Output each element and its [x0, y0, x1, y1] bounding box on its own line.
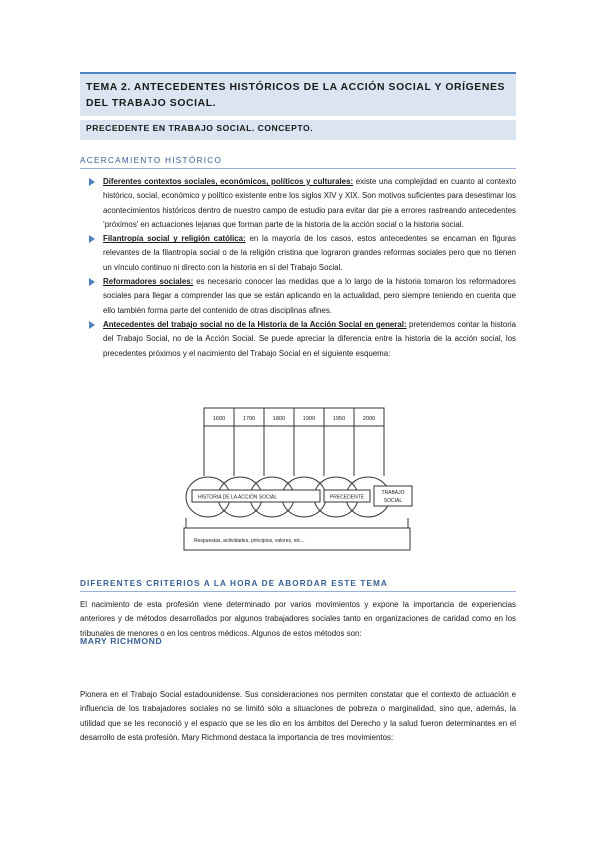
history-label: HISTORIA DE LA ACCIÓN SOCIAL — [198, 494, 278, 501]
paragraph-mary-richmond: Pionera en el Trabajo Social estadounidense. Sus consideraciones nos permiten constatar que el contexto de actuación e influencia de los trabajadores sociales no se limitó sólo a situaciones de pobreza o marginalidad, sino que, además, la utilidad que se les reconoció y el espacio que se les dio en los ámbitos del Derecho y la salud fueron determinantes en el desarrollo de esta profesión. Mary Richmond destaca la importancia de tres movimientos: — [80, 690, 516, 742]
bullet-lead: Diferentes contextos sociales, económicos, políticos y culturales: — [103, 177, 354, 186]
history-diagram — [178, 404, 416, 554]
bullet-text: es necesario conocer las medidas que a lo largo de la historia tomaron los reformadores sociales para llegar a comprender las que se están aplicando en la actualidad, pero siempre teniendo en cuenta que ello también forma parte del contenido de otras disciplinas afines. — [103, 277, 516, 315]
year-label: 1800 — [272, 416, 286, 422]
section-heading-criterios: DIFERENTES CRITERIOS A LA HORA DE ABORDAR ESTE TEMA — [80, 579, 516, 592]
year-label: 2000 — [362, 416, 376, 422]
year-label: 1900 — [302, 416, 316, 422]
ts-label-line2: SOCIAL — [383, 498, 403, 504]
list-item — [103, 232, 516, 275]
arrow-bullet-icon — [89, 178, 95, 186]
list-item — [103, 318, 516, 361]
bullet-lead: Antecedentes del trabajo social no de la Historia de la Acción Social en general: — [103, 319, 407, 329]
bullet-text: en la mayoría de los casos, estos antecedentes se encarnan en figuras relevantes de la filantropía social o de la religión cristina que lograron grandes reformas sociales pero que no tienen un vínculo continuo ni directo con la historia en sí del Trabajo Social. — [103, 234, 517, 272]
section-heading-acercamiento: ACERCAMIENTO HISTÓRICO — [80, 156, 516, 169]
year-label: 1700 — [242, 416, 256, 422]
section-heading-mary-richmond: MARY RICHMOND — [80, 636, 163, 646]
subtitle-banner — [80, 120, 516, 140]
title-banner — [80, 72, 516, 116]
arrow-bullet-icon — [89, 235, 95, 243]
arrow-bullet-icon — [89, 321, 95, 329]
bottom-label: Respuestas, actividades, principios, valores, etc... — [194, 538, 305, 544]
bullet-text: existe una complejidad en cuanto al contexto histórico, social, económico y político existente entre los siglos XIV y XIX. Son motivos suficientes para desestimar los acontecimientos históricos dentro de nuestro campo de estudio para evitar dar pie a errores rastreando antecedentes ‘próximos’ en actuaciones lejanas que forman parte de la historia de la acción social o la historia social. — [103, 177, 516, 229]
bullet-list — [103, 175, 516, 361]
page-subtitle: PRECEDENTE EN TRABAJO SOCIAL. CONCEPTO. — [86, 123, 314, 133]
bullet-lead: Reformadores sociales: — [103, 277, 194, 287]
bullet-lead: Filantropía social y religión católica: — [103, 234, 246, 244]
ts-label-line1: TRABAJO — [381, 490, 405, 496]
list-item — [103, 175, 516, 232]
list-item — [103, 275, 516, 318]
page-title: TEMA 2. ANTECEDENTES HISTÓRICOS DE LA ACCIÓN SOCIAL Y ORÍGENES DEL TRABAJO SOCIAL. — [86, 82, 506, 109]
arrow-bullet-icon — [89, 278, 95, 286]
year-label: 1950 — [332, 416, 346, 422]
bullet-text: pretendemos contar la historia del Trabajo Social, no de la Acción Social. Se puede apreciar la diferencia entre la historia de la acción social, los precedentes próximos y el nacimiento del Trabajo Social en el siguiente esquema: — [103, 319, 516, 358]
year-label: 1600 — [212, 416, 226, 422]
precedent-label: PRECEDENTE — [329, 494, 365, 501]
paragraph-criterios: El nacimiento de esta profesión viene determinado por varios movimientos y expone la importancia de experiencias anteriores y de métodos desarrollados por algunos trabajadores sociales tanto en organizaciones de caridad como en los tribunales de menores o en los centros médicos. Algunos de estos métodos son: — [80, 600, 516, 638]
